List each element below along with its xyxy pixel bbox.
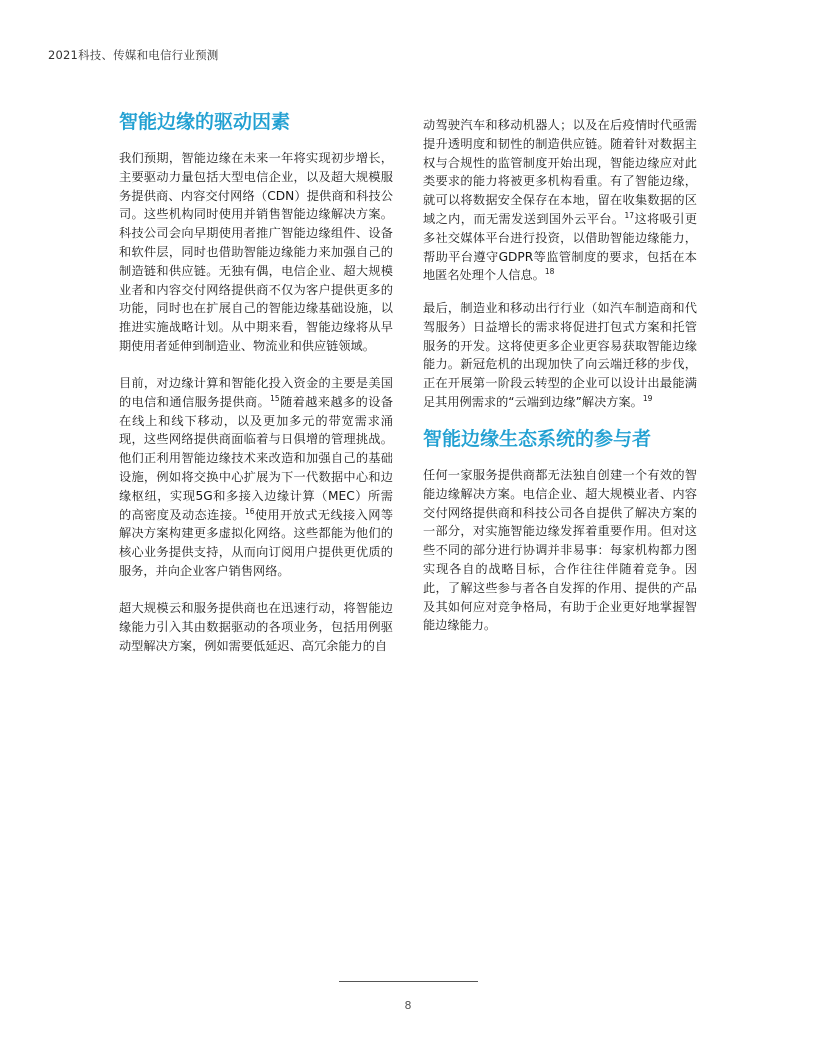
paragraph-ecosystem-players: 任何一家服务提供商都无法独自创建一个有效的智能边缘解决方案。电信企业、超大规模业者、内容交付网络提供商和科技公司各自提供了解决方案的一部分，对实施智能边缘发挥着重要作用。但对这些不同的部分进行协调并非易事：每家机构都力图实现各自的战略目标，合作往往伴随着竞争。因此，了解这些参与者各自发挥的作用、提供的产品及其如何应对竞争格局，有助于企业更好地掌握智能边缘能力。 [423, 468, 697, 633]
footer-divider [339, 981, 478, 982]
paragraph-text: 目前，对边缘计算和智能化投入资金的主要是美国的电信和通信服务提供商。 [119, 376, 393, 409]
paragraph-manufacturing-mobility [423, 299, 697, 412]
paragraph-text: 动驾驶汽车和移动机器人；以及在后疫情时代亟需提升透明度和韧性的制造供应链。随着针对数据主权与合规性的监管制度开始出现，智能边缘应对此类要求的能力将被更多机构看重。有了智能边缘，就可以将数据安全保存在本地，留在收集数据的区域之内，而无需发送到国外云平台。 [423, 118, 697, 226]
paragraph-drivers-outlook: 我们预期，智能边缘在未来一年将实现初步增长，主要驱动力量包括大型电信企业，以及超大规模服务提供商、内容交付网络（CDN）提供商和科技公司。这些机构同时使用并销售智能边缘解决方案。科技公司会向早期使用者推广智能边缘组件、设备和软件层，同时也借助智能边缘能力来加强自己的制造链和供应链。无独有偶，电信企业、超大规模业者和内容交付网络提供商不仅为客户提供更多的功能，同时也在扩展自己的智能边缘基础设施，以推进实施战略计划。从中期来看，智能边缘将从早期使用者延伸到制造业、物流业和供应链领域。 [119, 151, 393, 353]
paragraph-text: 随着越来越多的设备在线上和线下移动，以及更加多元的带宽需求涌现，这些网络提供商面临着与日俱增的管理挑战。他们正利用智能边缘技术来改造和加强自己的基础设施，例如将交换中心扩展为下一代数据中心和边缘枢纽，实现5G和多接入边缘计算（MEC）所需的高密度及动态连接。 [119, 394, 394, 522]
section-heading-drivers: 智能边缘的驱动因素 [119, 111, 291, 133]
paragraph-text: 这将吸引更多社交媒体平台进行投资，以借助智能边缘能力，帮助平台遵守GDPR等监管制度的要求，包括在本地匿名处理个人信息。 [423, 211, 698, 283]
section-heading-ecosystem: 智能边缘生态系统的参与者 [423, 428, 652, 450]
page-number: 8 [404, 999, 412, 1012]
paragraph-text: 使用开放式无线接入网等解决方案构建更多虚拟化网络。这些都能为他们的核心业务提供支持，从而向订阅用户提供更优质的服务，并向企业客户销售网络。 [119, 507, 394, 578]
footnote-ref: 16 [244, 506, 255, 516]
paragraph-hyperscale: 超大规模云和服务提供商也在迅速行动，将智能边缘能力引入其由数据驱动的各项业务，包括用例驱动型解决方案，例如需要低延迟、高冗余能力的自 [119, 601, 393, 653]
footnote-ref: 17 [624, 210, 635, 220]
paragraph-data-sovereignty [423, 116, 697, 285]
footnote-ref: 19 [642, 393, 653, 403]
running-header: 2021科技、传媒和电信行业预测 [48, 48, 219, 62]
footnote-ref: 15 [270, 393, 280, 403]
footnote-ref: 18 [544, 267, 555, 277]
paragraph-telecom-investment [119, 374, 393, 581]
paragraph-text: 最后，制造业和移动出行行业（如汽车制造商和代驾服务）日益增长的需求将促进打包式方案和托管服务的开发。这将使更多企业更容易获取智能边缘能力。新冠危机的出现加快了向云端迁移的步伐，正在开展第一阶段云转型的企业可以设计出最能满足其用例需求的“云端到边缘”解决方案。 [423, 301, 697, 409]
